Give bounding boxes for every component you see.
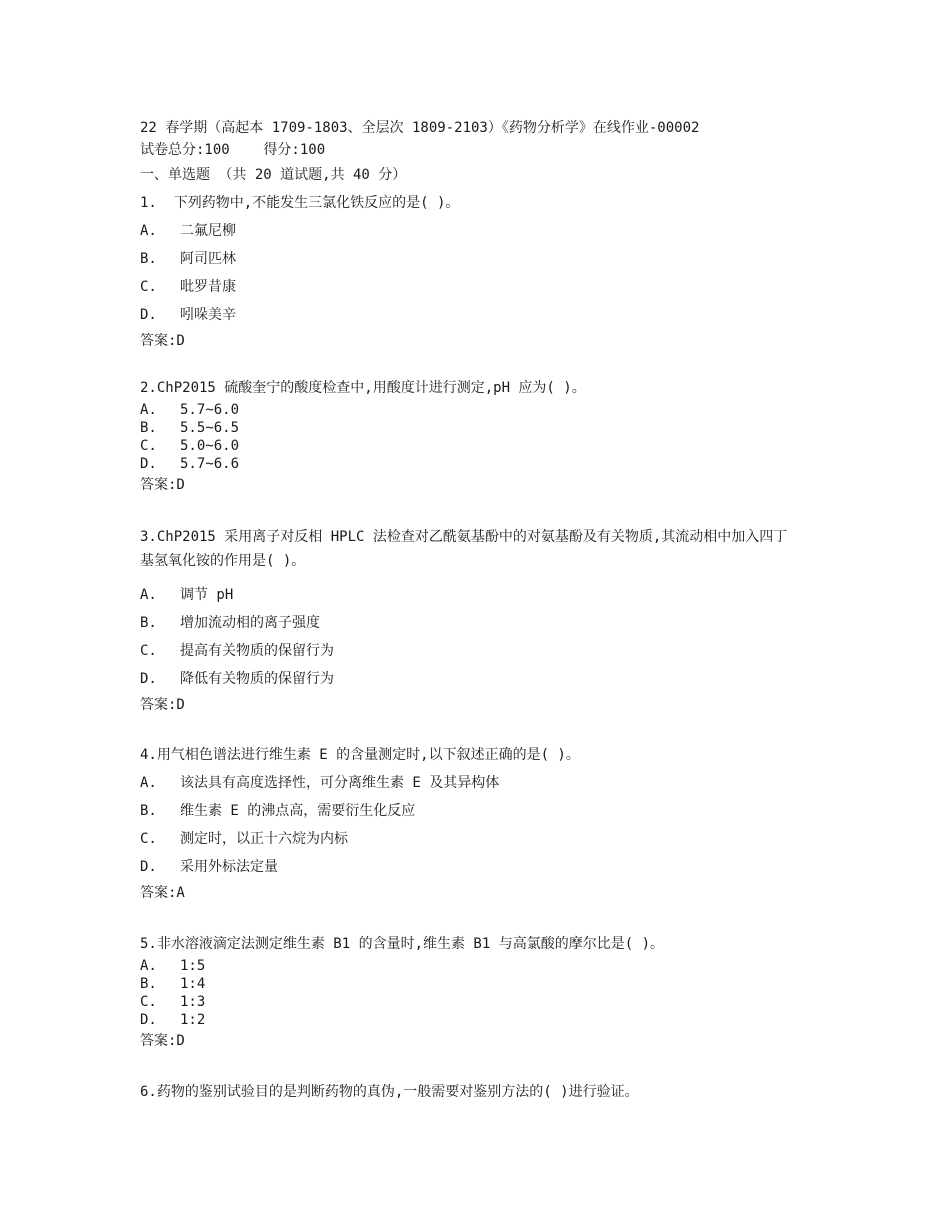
question-stem: 3.ChP2015 采用离子对反相 HPLC 法检查对乙酰氨基酚中的对氨基酚及有关物质,其流动相中加入四丁基氢氧化铵的作用是( )。: [140, 529, 788, 569]
question-3: [140, 525, 820, 717]
option-letter: C.: [140, 279, 157, 295]
option-text: 1:2: [180, 1012, 206, 1028]
option-text: 5.7~6.0: [180, 402, 240, 418]
option-letter: C.: [140, 643, 157, 659]
question-2: [140, 375, 820, 497]
section-heading: 一、单选题 （共 20 道试题,共 40 分）: [140, 167, 407, 183]
option-text: 1:5: [180, 958, 206, 974]
option-letter: A.: [140, 587, 157, 603]
option-letter: C.: [140, 438, 157, 454]
option-letter: A.: [140, 402, 157, 418]
question-stem: 1. 下列药物中,不能发生三氯化铁反应的是( )。: [140, 195, 460, 211]
option-b: [140, 797, 820, 825]
option-c: [140, 993, 820, 1011]
option-letter: A.: [140, 958, 157, 974]
answer: 答案:D: [140, 697, 185, 713]
option-letter: B.: [140, 420, 157, 436]
question-stem: 2.ChP2015 硫酸奎宁的酸度检查中,用酸度计进行测定,pH 应为( )。: [140, 380, 586, 396]
option-text: 采用外标法定量: [180, 859, 278, 875]
question-6: [140, 1081, 820, 1103]
option-text: 阿司匹林: [180, 251, 236, 267]
option-a: [140, 217, 820, 245]
answer: 答案:A: [140, 885, 185, 901]
question-4: [140, 741, 820, 905]
option-d: [140, 853, 820, 881]
option-text: 吡罗昔康: [180, 279, 236, 295]
answer: 答案:D: [140, 333, 185, 349]
option-letter: B.: [140, 615, 157, 631]
option-text: 降低有关物质的保留行为: [180, 671, 334, 687]
answer: 答案:D: [140, 1033, 185, 1049]
option-b: [140, 975, 820, 993]
option-d: [140, 455, 820, 473]
option-d: [140, 1011, 820, 1029]
answer: 答案:D: [140, 477, 185, 493]
option-a: [140, 401, 820, 419]
option-a: [140, 581, 820, 609]
question-stem: 6.药物的鉴别试验目的是判断药物的真伪,一般需要对鉴别方法的( )进行验证。: [140, 1084, 639, 1100]
option-letter: B.: [140, 976, 157, 992]
option-text: 调节 pH: [180, 587, 234, 603]
score-line: 试卷总分:100 得分:100: [140, 142, 326, 158]
option-text: 增加流动相的离子强度: [180, 615, 320, 631]
question-1: [140, 189, 820, 353]
option-letter: C.: [140, 994, 157, 1010]
option-text: 二氟尼柳: [180, 223, 236, 239]
option-letter: D.: [140, 671, 157, 687]
option-a: [140, 769, 820, 797]
option-letter: D.: [140, 1012, 157, 1028]
option-c: [140, 637, 820, 665]
document-content: [140, 117, 820, 1103]
option-text: 维生素 E 的沸点高，需要衍生化反应: [180, 803, 416, 819]
question-5: [140, 931, 820, 1053]
option-letter: D.: [140, 859, 157, 875]
option-text: 测定时，以正十六烷为内标: [180, 831, 348, 847]
option-text: 该法具有高度选择性，可分离维生素 E 及其异构体: [180, 775, 500, 791]
option-text: 1:3: [180, 994, 206, 1010]
option-text: 5.0~6.0: [180, 438, 240, 454]
option-d: [140, 665, 820, 693]
option-text: 5.5~6.5: [180, 420, 240, 436]
option-letter: D.: [140, 307, 157, 323]
option-text: 吲哚美辛: [180, 307, 236, 323]
option-b: [140, 609, 820, 637]
option-d: [140, 301, 820, 329]
option-b: [140, 419, 820, 437]
option-letter: B.: [140, 251, 157, 267]
option-c: [140, 825, 820, 853]
question-stem: 5.非水溶液滴定法测定维生素 B1 的含量时,维生素 B1 与高氯酸的摩尔比是( )。: [140, 936, 665, 952]
option-c: [140, 437, 820, 455]
question-stem: 4.用气相色谱法进行维生素 E 的含量测定时,以下叙述正确的是( )。: [140, 747, 580, 763]
option-b: [140, 245, 820, 273]
option-c: [140, 273, 820, 301]
option-letter: B.: [140, 803, 157, 819]
page-title: 22 春学期（高起本 1709-1803、全层次 1809-2103）《药物分析学》在线作业-00002: [140, 120, 700, 136]
option-text: 提高有关物质的保留行为: [180, 643, 334, 659]
option-a: [140, 957, 820, 975]
option-text: 5.7~6.6: [180, 456, 240, 472]
option-letter: D.: [140, 456, 157, 472]
option-letter: A.: [140, 223, 157, 239]
option-letter: A.: [140, 775, 157, 791]
option-letter: C.: [140, 831, 157, 847]
option-text: 1:4: [180, 976, 206, 992]
